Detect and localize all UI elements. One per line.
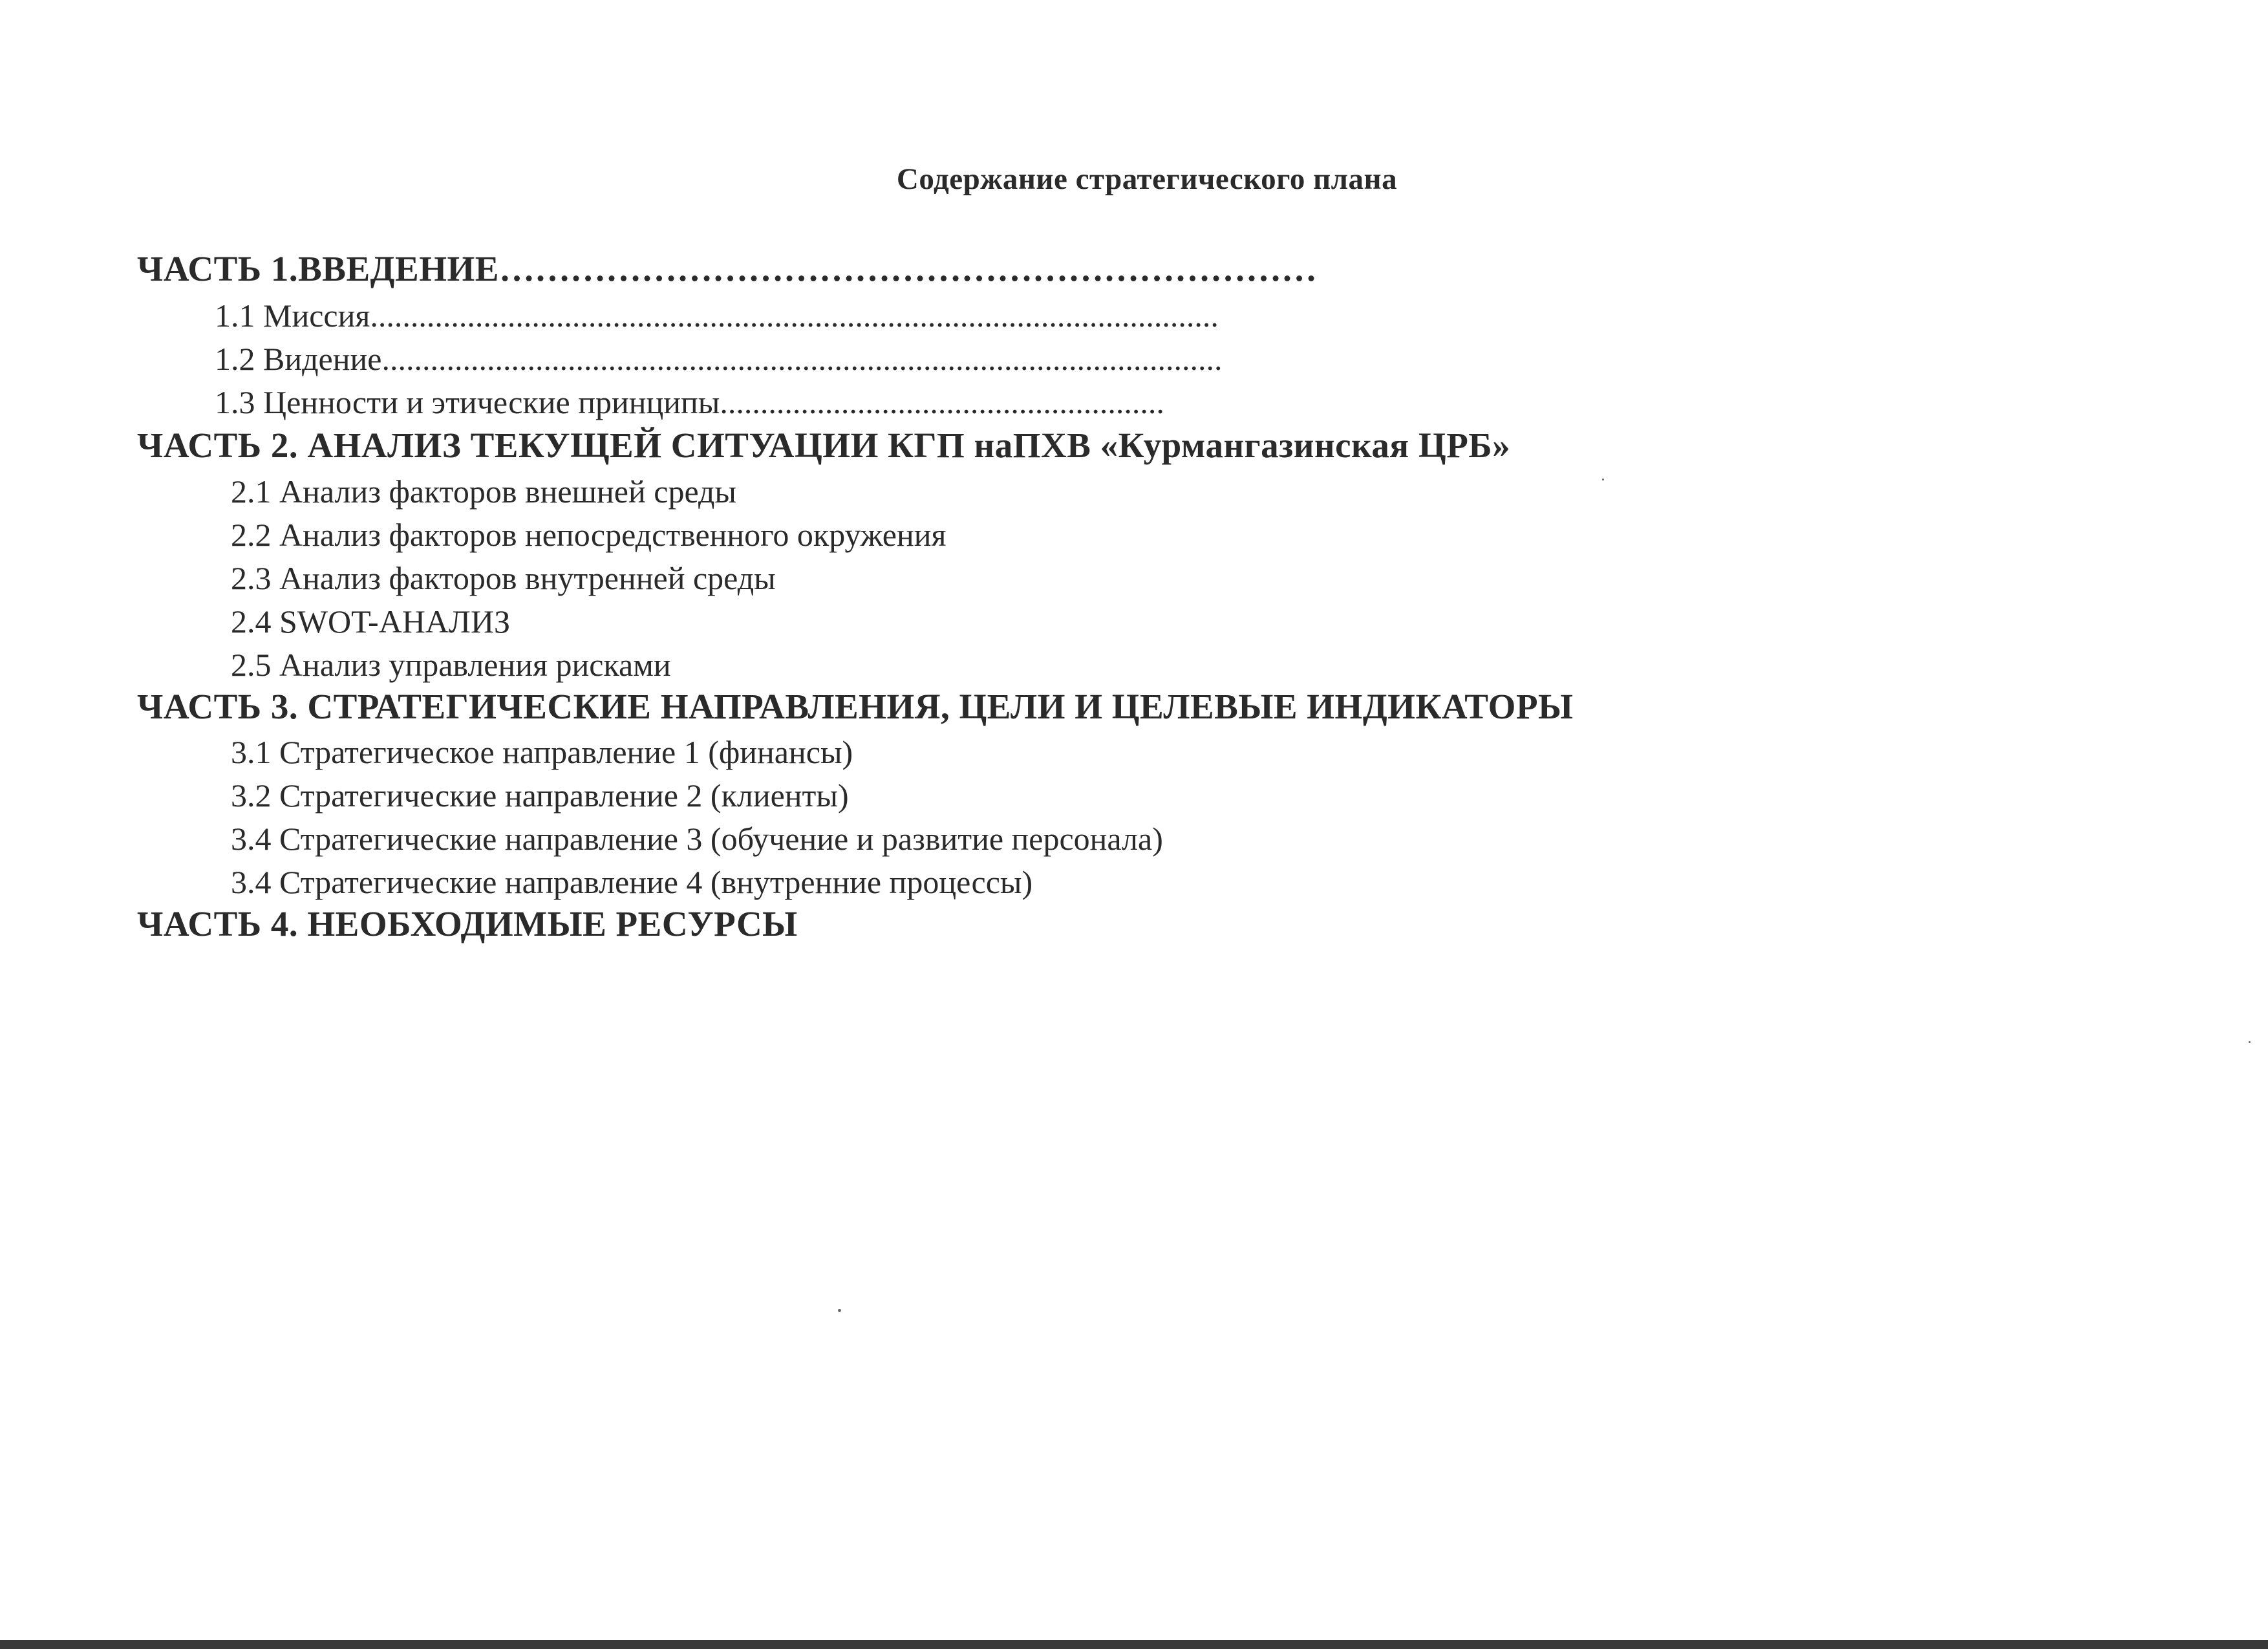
toc-entry-text: 2.1 Анализ факторов внешней среды (231, 473, 737, 510)
toc-item-2-2 (231, 519, 947, 551)
toc-entry-text: 2.4 SWOT-АНАЛИЗ (231, 603, 511, 640)
toc-part-3 (137, 689, 1574, 724)
toc-item-1-2 (215, 343, 1222, 375)
toc-entry-text: ЧАСТЬ 4. НЕОБХОДИМЫЕ РЕСУРСЫ (137, 904, 798, 943)
toc-entry-text: 3.1 Стратегическое направление 1 (финансы) (231, 734, 853, 770)
toc-item-2-4 (231, 605, 510, 638)
toc-item-3-4 (231, 866, 1032, 898)
toc-dot-leader: ........................................................................................................ (381, 341, 1223, 377)
toc-entry-text: 1.3 Ценности и этические принципы (215, 384, 720, 420)
toc-entry-text: ЧАСТЬ 2. АНАЛИЗ ТЕКУЩЕЙ СИТУАЦИИ КГП наПХВ «Курмангазинская ЦРБ» (137, 426, 1511, 465)
toc-item-3-1 (231, 736, 853, 768)
toc-item-2-3 (231, 562, 776, 594)
scan-bottom-edge (0, 1640, 2268, 1649)
page-title: Содержание стратегического плана (896, 162, 1398, 196)
toc-item-3-3 (231, 823, 1163, 855)
toc-entry-text: 3.4 Стратегические направление 3 (обучение и развитие персонала) (231, 821, 1163, 857)
toc-dot-leader: ....................................................... (720, 384, 1164, 420)
toc-entry-text: 1.2 Видение (215, 341, 382, 377)
toc-entry-text: ЧАСТЬ 1.ВВЕДЕНИЕ (137, 249, 499, 288)
toc-item-3-2 (231, 779, 849, 812)
toc-item-1-1 (215, 299, 1219, 332)
toc-dot-leader: …………………………………………………………… (498, 249, 1317, 288)
toc-dot-leader: ......................................................................................................... (370, 297, 1219, 334)
toc-item-1-3 (215, 386, 1164, 418)
toc-part-2 (137, 427, 1510, 463)
toc-entry-text: 2.5 Анализ управления рисками (231, 647, 671, 683)
toc-part-1 (137, 251, 1317, 286)
scan-speck (838, 1309, 841, 1312)
toc-entry-text: 1.1 Миссия (215, 297, 370, 334)
toc-entry-text: 2.3 Анализ факторов внутренней среды (231, 560, 776, 596)
scan-speck (1602, 479, 1604, 480)
scan-speck (2249, 1041, 2251, 1043)
toc-entry-text: 3.2 Стратегические направление 2 (клиенты) (231, 777, 849, 814)
toc-entry-text: 2.2 Анализ факторов непосредственного окружения (231, 517, 947, 553)
toc-part-4 (137, 906, 798, 942)
toc-entry-text: ЧАСТЬ 3. СТРАТЕГИЧЕСКИЕ НАПРАВЛЕНИЯ, ЦЕЛИ И ЦЕЛЕВЫЕ ИНДИКАТОРЫ (137, 687, 1574, 726)
toc-entry-text: 3.4 Стратегические направление 4 (внутренние процессы) (231, 864, 1033, 900)
toc-item-2-5 (231, 649, 671, 681)
toc-item-2-1 (231, 475, 736, 508)
